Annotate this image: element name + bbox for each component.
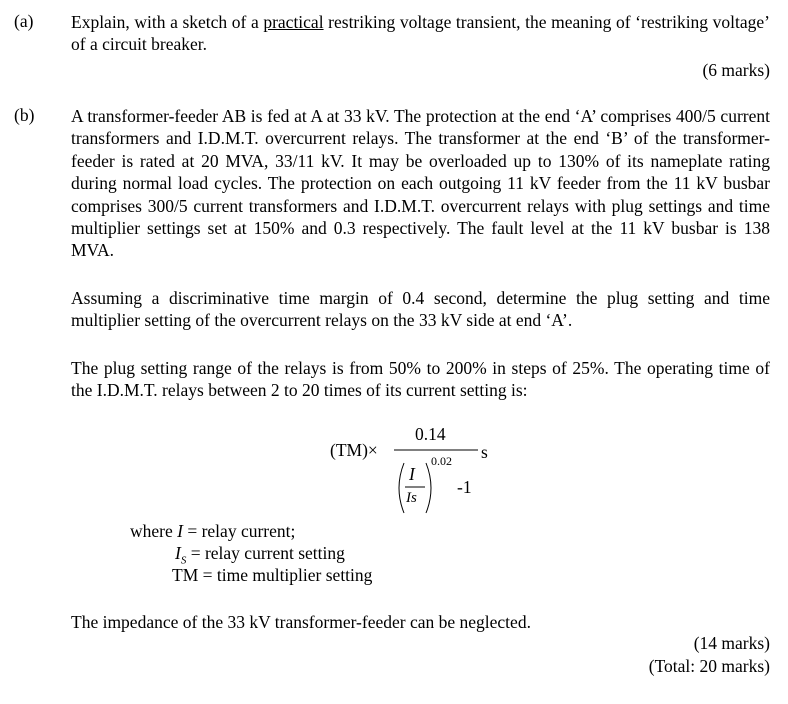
part-a-marks: (6 marks) [702,60,770,80]
formula-prefix: (TM)× [330,440,378,460]
symbol-i: I [177,521,183,541]
part-b-paragraph-2: Assuming a discriminative time margin of 0.4 second, determine the plug setting and time multiplier setting of the overcurrent relays on the 33 kV side at end ‘A’. [71,288,770,331]
symbol-is-subscript: S [180,554,187,567]
where-lead: where [130,521,178,541]
part-b-label: (b) [14,105,35,125]
formula-numerator: 0.14 [415,424,446,444]
definition-2-text: = relay current setting [186,543,345,563]
part-b-paragraph-3: The plug setting range of the relays is from 50% to 200% in steps of 25%. The operating time of the I.D.M.T. relays between 2 to 20 times of its current setting is: [71,358,770,401]
total-marks: (Total: 20 marks) [648,656,770,676]
part-a-text-before: Explain, with a sketch of a [71,12,264,32]
part-b-marks: (14 marks) [693,633,770,653]
definition-relay-current [130,520,295,542]
formula-inner-numerator: I [409,464,415,484]
part-a-label: (a) [14,11,34,31]
part-a-text-after: restriking voltage transient, the meaning of ‘restriking voltage’ of a circuit breaker. [71,12,770,55]
formula-lines [330,418,510,518]
formula-unit: s [481,442,488,462]
part-a-underlined-word: practical [263,12,324,32]
formula-exponent: 0.02 [431,454,452,468]
idmt-formula [330,418,510,518]
part-b-paragraph-4: The impedance of the 33 kV transformer-feeder can be neglected. [71,612,531,632]
definition-time-multiplier: TM = time multiplier setting [172,565,373,585]
formula-minus-one: -1 [457,477,472,497]
part-b-paragraph-1: A transformer-feeder AB is fed at A at 33 kV. The protection at the end ‘A’ comprises 400/5 current transformers and I.D.M.T. overcurrent relays. The transformer at the end ‘B’ of the transformer-feeder is rated at 20 MVA, 33/11 kV. It may be overloaded up to 130% of its nameplate rating during normal load cycles. The protection on each outgoing 11 kV feeder from the 11 kV busbar comprises 300/5 current transformers and I.D.M.T. overcurrent relays with plug settings and time multiplier settings set at 150% and 0.3 respectively. The fault level at the 11 kV busbar is 138 MVA. [71,106,770,261]
formula-inner-denominator: Is [406,490,417,506]
part-a-question [71,11,770,56]
left-paren [399,463,404,513]
symbol-is: I [175,543,181,563]
right-paren [426,463,431,513]
definition-1-text: = relay current; [182,521,296,541]
